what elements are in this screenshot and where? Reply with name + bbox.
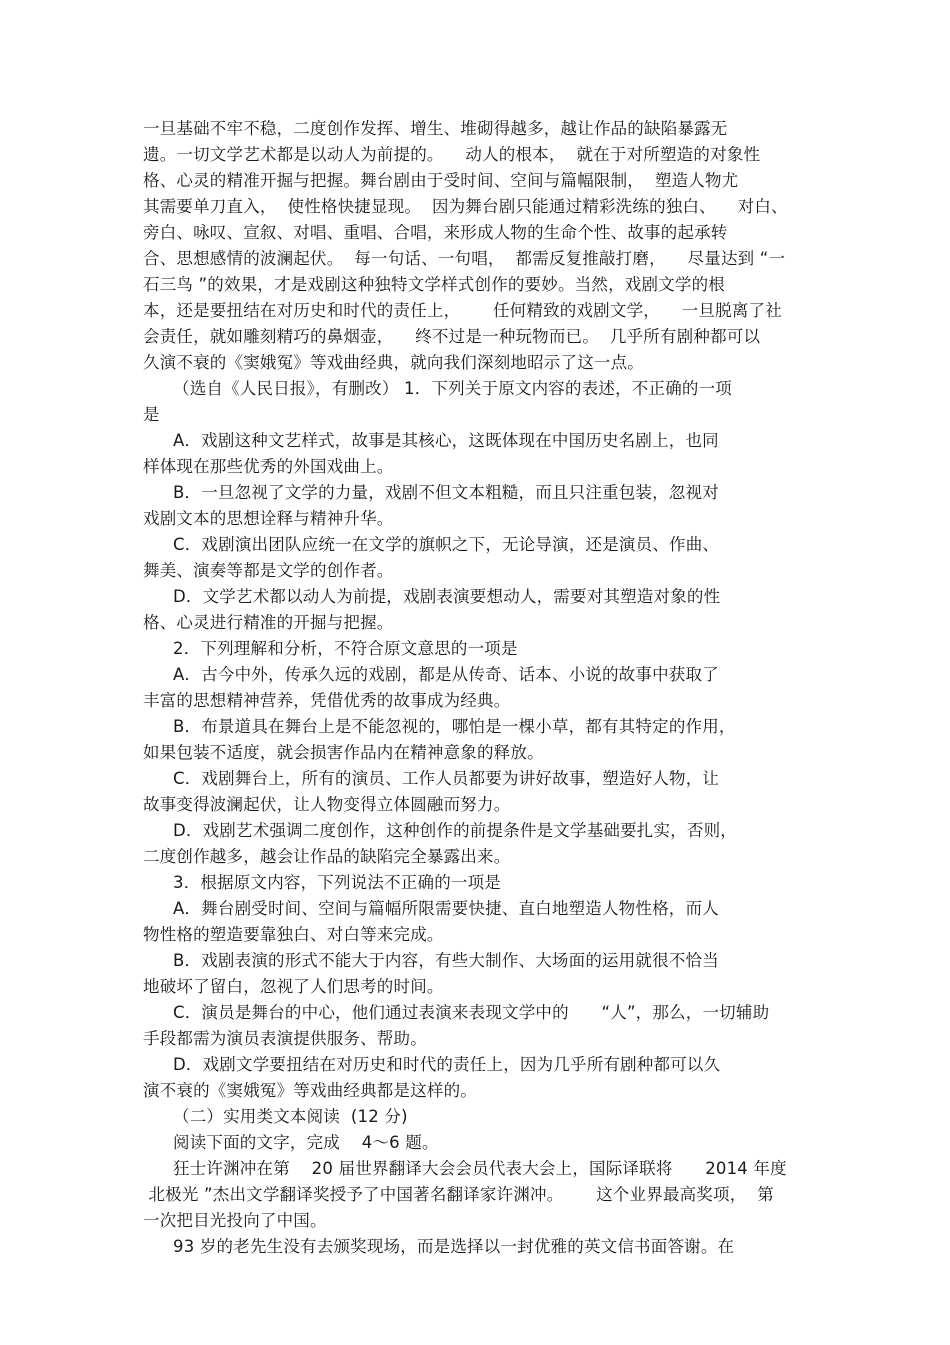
q3-option-b: B．戏剧表演的形式不能大于内容，有些大制作、大场面的运用就很不恰当 — [173, 951, 719, 970]
q1-option-b: B．一旦忽视了文学的力量，戏剧不但文本粗糙，而且只注重包装，忽视对 — [173, 483, 719, 502]
q1-option-a: A．戏剧这种文艺样式，故事是其核心，这既体现在中国历史名剧上，也同 — [173, 431, 719, 450]
q1-option-d: D．文学艺术都以动人为前提，戏剧表演要想动人，需要对其塑造对象的性 — [173, 587, 721, 606]
q2-option-c: C．戏剧舞台上，所有的演员、工作人员都要为讲好故事，塑造好人物，让 — [173, 769, 720, 788]
article-line: 一次把目光投向了中国。 — [143, 1211, 327, 1230]
q1-option-c: C．戏剧演出团队应统一在文学的旗帜之下，无论导演，还是演员、作曲、 — [173, 535, 720, 554]
section-heading: （二）实用类文本阅读 (12 分) — [173, 1107, 408, 1126]
question-3: 3．根据原文内容，下列说法不正确的一项是 — [173, 873, 501, 892]
q2-option-a-cont: 丰富的思想精神营养，凭借优秀的故事成为经典。 — [143, 691, 511, 710]
article-line: 北极光 ”杰出文学翻译奖授予了中国著名翻译家许渊冲。 这个业界最高奖项， 第 — [143, 1185, 774, 1204]
article-line: 狂士许渊冲在第 20 届世界翻译大会会员代表大会上，国际译联将 2014 年度 — [173, 1159, 787, 1178]
text-line: 其需要单刀直入， 使性格快捷显现。 因为舞台剧只能通过精彩洗练的独白、 对白、 — [143, 197, 788, 216]
q1-option-b-cont: 戏剧文本的思想诠释与精神升华。 — [143, 509, 394, 528]
text-line: 一旦基础不牢不稳，二度创作发挥、增生、堆砌得越多，越让作品的缺陷暴露无 — [143, 119, 728, 138]
q1-option-a-cont: 样体现在那些优秀的外国戏曲上。 — [143, 457, 394, 476]
q3-option-a: A．舞台剧受时间、空间与篇幅所限需要快捷、直白地塑造人物性格，而人 — [173, 899, 719, 918]
question-2: 2．下列理解和分析，不符合原文意思的一项是 — [173, 639, 518, 658]
text-line: 石三鸟 ”的效果，才是戏剧这种独特文学样式创作的要妙。当然，戏剧文学的根 — [143, 275, 725, 294]
q2-option-d-cont: 二度创作越多，越会让作品的缺陷完全暴露出来。 — [143, 847, 511, 866]
q2-option-a: A．古今中外，传承久远的戏剧，都是从传奇、话本、小说的故事中获取了 — [173, 665, 719, 684]
article-line: 93 岁的老先生没有去颁奖现场，而是选择以一封优雅的英文信书面答谢。在 — [173, 1237, 735, 1256]
q1-option-d-cont: 格、心灵进行精准的开掘与把握。 — [143, 613, 394, 632]
text-line: 合、思想感情的波澜起伏。 每一句话、一句唱， 都需反复推敲打磨， 尽量达到 “一 — [143, 249, 786, 268]
q2-option-c-cont: 故事变得波澜起伏，让人物变得立体圆融而努力。 — [143, 795, 511, 814]
q2-option-b-cont: 如果包装不适度，就会损害作品内在精神意象的释放。 — [143, 743, 544, 762]
q2-option-d: D．戏剧艺术强调二度创作，这种创作的前提条件是文学基础要扎实，否则， — [173, 821, 738, 840]
q3-option-a-cont: 物性格的塑造要靠独白、对白等来完成。 — [143, 925, 444, 944]
text-line: 旁白、咏叹、宣叙、对唱、重唱、合唱，来形成人物的生命个性、故事的起承转 — [143, 223, 728, 242]
text-line: 是 — [143, 405, 160, 424]
q3-option-d: D．戏剧文学要扭结在对历史和时代的责任上，因为几乎所有剧种都可以久 — [173, 1055, 721, 1074]
text-line: 本，还是要扭结在对历史和时代的责任上， 任何精致的戏剧文学， 一旦脱离了社 — [143, 301, 782, 320]
q3-option-d-cont: 演不衰的《窦娥冤》等戏曲经典都是这样的。 — [143, 1081, 477, 1100]
text-line: 遗。一切文学艺术都是以动人为前提的。 动人的根本， 就在于对所塑造的对象性 — [143, 145, 761, 164]
q3-option-b-cont: 地破坏了留白，忽视了人们思考的时间。 — [143, 977, 444, 996]
q3-option-c-cont: 手段都需为演员表演提供服务、帮助。 — [143, 1029, 427, 1048]
q1-option-c-cont: 舞美、演奏等都是文学的创作者。 — [143, 561, 394, 580]
text-line: 格、心灵的精准开掘与把握。舞台剧由于受时间、空间与篇幅限制， 塑造人物尤 — [143, 171, 739, 190]
q3-option-c: C．演员是舞台的中心，他们通过表演来表现文学中的 “人”，那么，一切辅助 — [173, 1003, 770, 1022]
text-line: 久演不衰的《窦娥冤》等戏曲经典，就向我们深刻地昭示了这一点。 — [143, 353, 644, 372]
source-and-question-1: （选自《人民日报》，有删改） 1．下列关于原文内容的表述，不正确的一项 — [173, 379, 732, 398]
section-instruction: 阅读下面的文字，完成 4～6 题。 — [173, 1133, 439, 1152]
q2-option-b: B．布景道具在舞台上是不能忽视的，哪怕是一棵小草，都有其特定的作用， — [173, 717, 736, 736]
text-line: 会责任，就如雕刻精巧的鼻烟壶， 终不过是一种玩物而已。 几乎所有剧种都可以 — [143, 327, 761, 346]
